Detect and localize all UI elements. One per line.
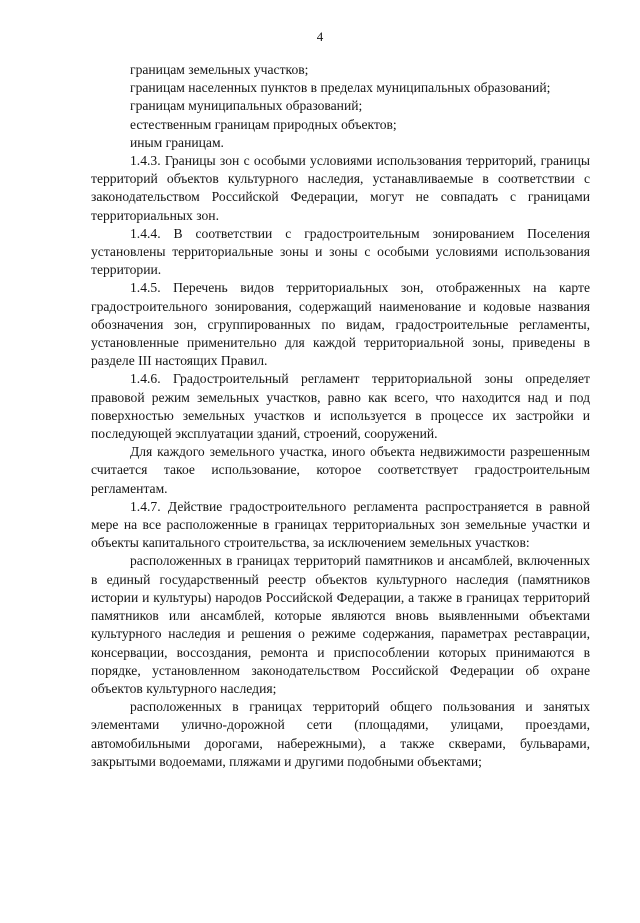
exception-monuments: расположенных в границах территорий памятников и ансамблей, включенных в единый государственный реестр объектов культурного наследия (памятников истории и культуры) народов Российской Федерации, а также в границах территорий памятников или ансамблей, которые являются вновь выявленными объектами культурного наследия и решения о режиме содержания, параметрах реставрации, консервации, воссоздания, ремонта и приспособлении которых принимаются в порядке, установленном законодательством Российской Федерации об охране объектов культурного наследия; (91, 553, 590, 696)
paragraph-1-4-3: 1.4.3. Границы зон с особыми условиями использования территорий, границы территорий объектов культурного наследия, устанавливаемые в соответствии с законодательством Российской Федерации, могут не совпадать с границами территориальных зон. (91, 153, 590, 223)
paragraph-1-4-4: 1.4.4. В соответствии с градостроительным зонированием Поселения установлены территориальные зоны и зоны с особыми условиями использования территории. (91, 225, 590, 278)
list-item-other-boundaries: иным границам. (130, 134, 224, 150)
list-item-natural-boundaries: естественным границам природных объектов; (130, 116, 397, 132)
document-body (91, 61, 590, 771)
paragraph-1-4-5: 1.4.5. Перечень видов территориальных зон, отображенных на карте градостроительного зонирования, содержащий наименование и кодовые названия обозначения зон, сгруппированных по видам, градостроительные регламенты, установленные применительно для каждой территориальной зоны, приведены в разделе III настоящих Правил. (91, 280, 590, 369)
list-item-land-plots: границам земельных участков; (130, 62, 309, 77)
paragraph-1-4-7: 1.4.7. Действие градостроительного регламента распространяется в равной мере на все расположенные в границах территориальных зон земельные участки и объекты капитального строительства, за исключением земельных участков: (91, 498, 590, 551)
paragraph-permitted-use: Для каждого земельного участка, иного объекта недвижимости разрешенным считается такое использование, которое соответствует градостроительным регламентам. (91, 444, 590, 496)
list-item-municipal-boundaries: границам муниципальных образований; (130, 98, 363, 114)
paragraph-1-4-6: 1.4.6. Градостроительный регламент территориальной зоны определяет правовой режим земельных участков, равно как всего, что находится над и под поверхностью земельных участков и используется в процессе их застройки и последующей эксплуатации зданий, строений, сооружений. (91, 371, 590, 442)
list-item-settlements: границам населенных пунктов в пределах муниципальных образований; (130, 80, 551, 96)
exception-public-territories: расположенных в границах территорий общего пользования и занятых элементами улично-дорожной сети (площадями, улицами, проездами, автомобильными дорогами, набережными), а также скверами, бульварами, закрытыми водоемами, пляжами и другими подобными объектами; (91, 699, 590, 769)
page-number: 4 (316, 29, 324, 44)
